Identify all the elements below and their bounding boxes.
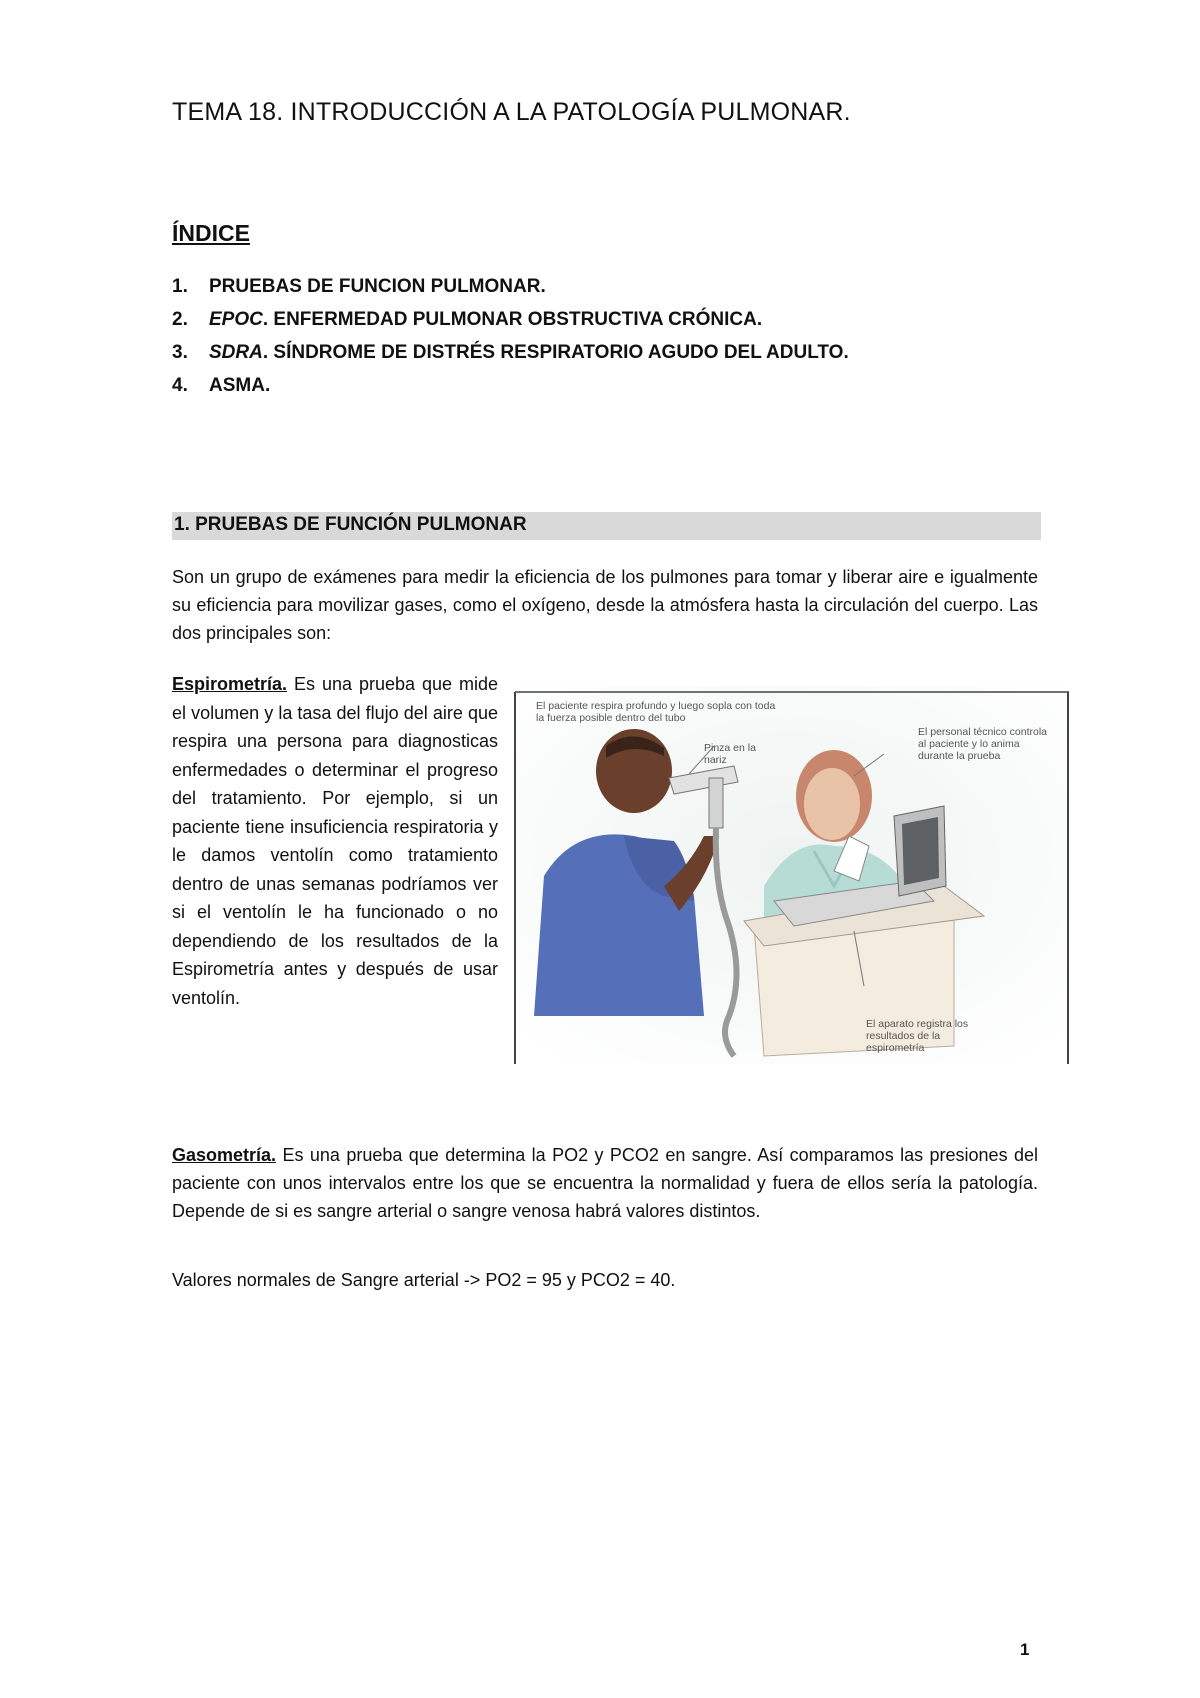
valores-normales: Valores normales de Sangre arterial -> PO2 = 95 y PCO2 = 40. (172, 1270, 676, 1290)
index-item-number: 1. (172, 276, 188, 297)
gasometria-text: Es una prueba que determina la PO2 y PCO2 en sangre. Así comparamos las presiones del paciente con unos intervalos entre los que se encuentra la normalidad y fuera de ellos sería la patología. Depende de si es sangre arterial o sangre venosa habrá valores distintos. (172, 1145, 1038, 1221)
espirometria-text: Es una prueba que mide el volumen y la tasa del flujo del aire que respira una persona para diagnosticas enfermedades o determinar el progreso del tratamiento. Por ejemplo, si un paciente tiene insuficiencia respiratoria y le damos ventolín como tratamiento dentro de unas semanas podríamos ver si el ventolín le ha funcionado o no dependiendo de los resultados de la Espirometría antes y después de usar ventolín. (172, 674, 498, 1008)
section-heading-bar (172, 512, 1041, 540)
index-item-number: 2. (172, 309, 188, 330)
index-item (172, 336, 849, 369)
index-list (172, 270, 849, 402)
index-heading: ÍNDICE (172, 220, 250, 246)
intro-paragraph: Son un grupo de exámenes para medir la eficiencia de los pulmones para tomar y liberar aire e igualmente su eficiencia para movilizar gases, como el oxígeno, desde la atmósfera hasta la circulación del cuerpo. Las dos principales son: (172, 567, 1038, 643)
espirometria-term: Espirometría. (172, 674, 288, 694)
index-item-text: PRUEBAS DE FUNCION PULMONAR. (209, 276, 546, 297)
index-item-text: . ENFERMEDAD PULMONAR OBSTRUCTIVA CRÓNICA. (262, 309, 763, 330)
page-number: 1 (1020, 1640, 1030, 1659)
spirometry-illustration (514, 686, 1069, 1064)
index-item (172, 303, 849, 336)
gasometria-term: Gasometría. (172, 1145, 277, 1165)
figure-label-personal: El personal técnico controla al paciente y lo anima durante la prueba (918, 726, 1047, 762)
index-item-acronym: SDRA (209, 342, 263, 363)
gasometria-paragraph (172, 1141, 1038, 1225)
section-heading: 1. PRUEBAS DE FUNCIÓN PULMONAR (174, 514, 527, 535)
figure-label-top: El paciente respira profundo y luego sopla con toda la fuerza posible dentro del tubo (536, 700, 776, 724)
document-title: TEMA 18. INTRODUCCIÓN A LA PATOLOGÍA PULMONAR. (172, 98, 851, 126)
index-item-number: 3. (172, 342, 188, 363)
index-item (172, 369, 849, 402)
index-item-acronym: EPOC (209, 309, 263, 330)
index-item-text: . SÍNDROME DE DISTRÉS RESPIRATORIO AGUDO DEL ADULTO. (262, 342, 849, 363)
figure-label-pinza: Pinza en la nariz (704, 742, 756, 766)
espirometria-paragraph (172, 670, 498, 1012)
index-item-number: 4. (172, 375, 188, 396)
figure-label-aparato: El aparato registra los resultados de la espirometría (866, 1018, 969, 1054)
index-item-text: ASMA. (209, 375, 271, 396)
index-item (172, 270, 849, 303)
